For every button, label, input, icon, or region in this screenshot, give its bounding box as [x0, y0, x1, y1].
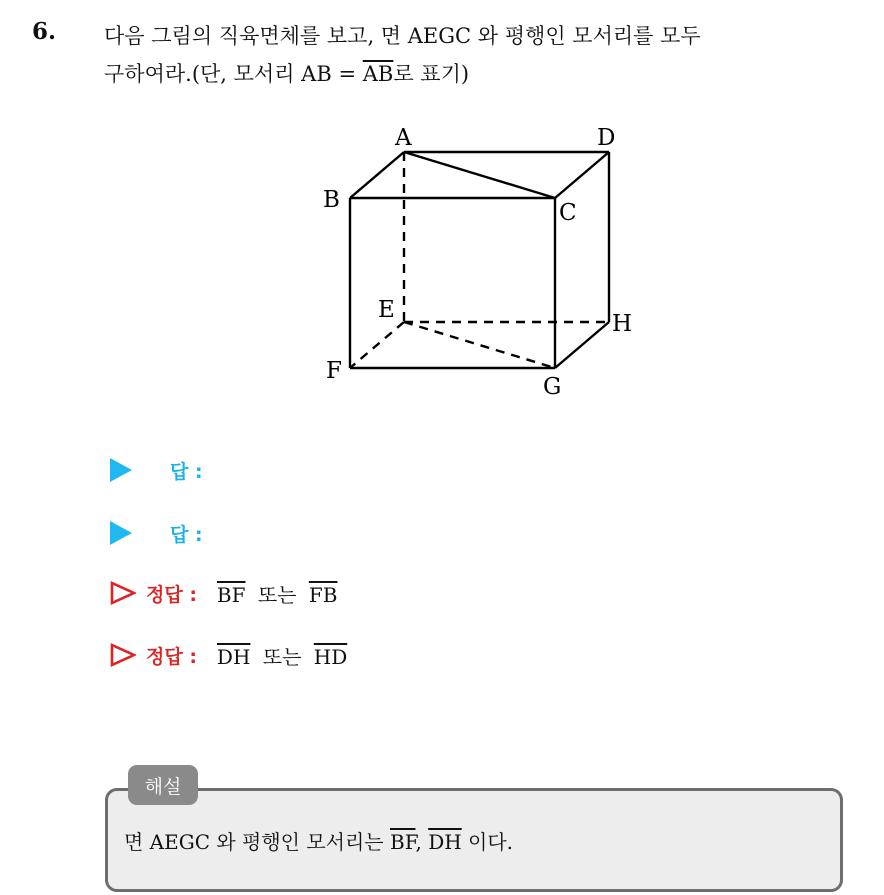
play-triangle-icon: [110, 458, 132, 482]
question-text-prefix: 구하여라.(단, 모서리 AB =: [104, 62, 363, 86]
explanation-text: [124, 826, 513, 855]
correct-answer-2: [110, 640, 353, 670]
edge-AB: [350, 152, 404, 198]
edge-EF: [350, 322, 404, 368]
explanation-edge2: $\overline{DH}$: [428, 830, 462, 854]
explanation-prefix: 면 AEGC 와 평행인 모서리는: [124, 830, 390, 854]
edge-GH: [555, 322, 609, 368]
question-text-suffix: 로 표기): [393, 62, 470, 86]
connector: 또는: [257, 582, 297, 607]
outline-triangle-icon: [110, 581, 136, 605]
explanation-edge1: $\overline{BF}$: [390, 830, 416, 854]
answer-blank-1: [110, 455, 203, 485]
vertex-label-B: B: [323, 187, 340, 213]
correct-answer-1: [110, 578, 343, 608]
correct-value: [217, 641, 353, 670]
explanation-sep: ,: [415, 830, 429, 854]
vertex-label-A: A: [395, 125, 412, 151]
vertex-label-G: G: [543, 374, 562, 400]
vertex-label-C: C: [559, 200, 577, 226]
edge-second: $\overline{HD}$: [313, 644, 348, 669]
answer-label: 답 :: [170, 523, 203, 546]
edge-CD: [555, 152, 609, 198]
edge-first: $\overline{BF}$: [216, 582, 246, 607]
question-text-line2: [104, 58, 469, 88]
cuboid-figure: [300, 118, 650, 408]
outline-triangle-icon: [110, 643, 136, 667]
question-text-line1: 다음 그림의 직육면체를 보고, 면 AEGC 와 평행인 모서리를 모두: [104, 24, 701, 48]
correct-label: 정답 :: [146, 583, 197, 606]
vertex-label-H: H: [612, 311, 633, 337]
answer-blank-2: [110, 518, 203, 548]
edge-first: $\overline{DH}$: [216, 644, 251, 669]
answer-label: 답 :: [170, 460, 203, 483]
vertex-label-E: E: [378, 297, 395, 323]
correct-value: [217, 579, 344, 608]
explanation-suffix: 이다.: [461, 830, 514, 854]
diagonal-EG: [404, 322, 555, 368]
explanation-tag: 해설: [128, 765, 198, 805]
edge-notation-example: $\overline{AB}$: [362, 62, 394, 86]
edge-second: $\overline{FB}$: [308, 582, 338, 607]
diagonal-AC: [404, 152, 555, 198]
play-triangle-icon: [110, 521, 132, 545]
vertex-label-D: D: [597, 125, 616, 151]
connector: 또는: [262, 644, 302, 669]
vertex-label-F: F: [326, 358, 342, 384]
question-number: 6.: [32, 18, 57, 45]
correct-label: 정답 :: [146, 645, 197, 668]
